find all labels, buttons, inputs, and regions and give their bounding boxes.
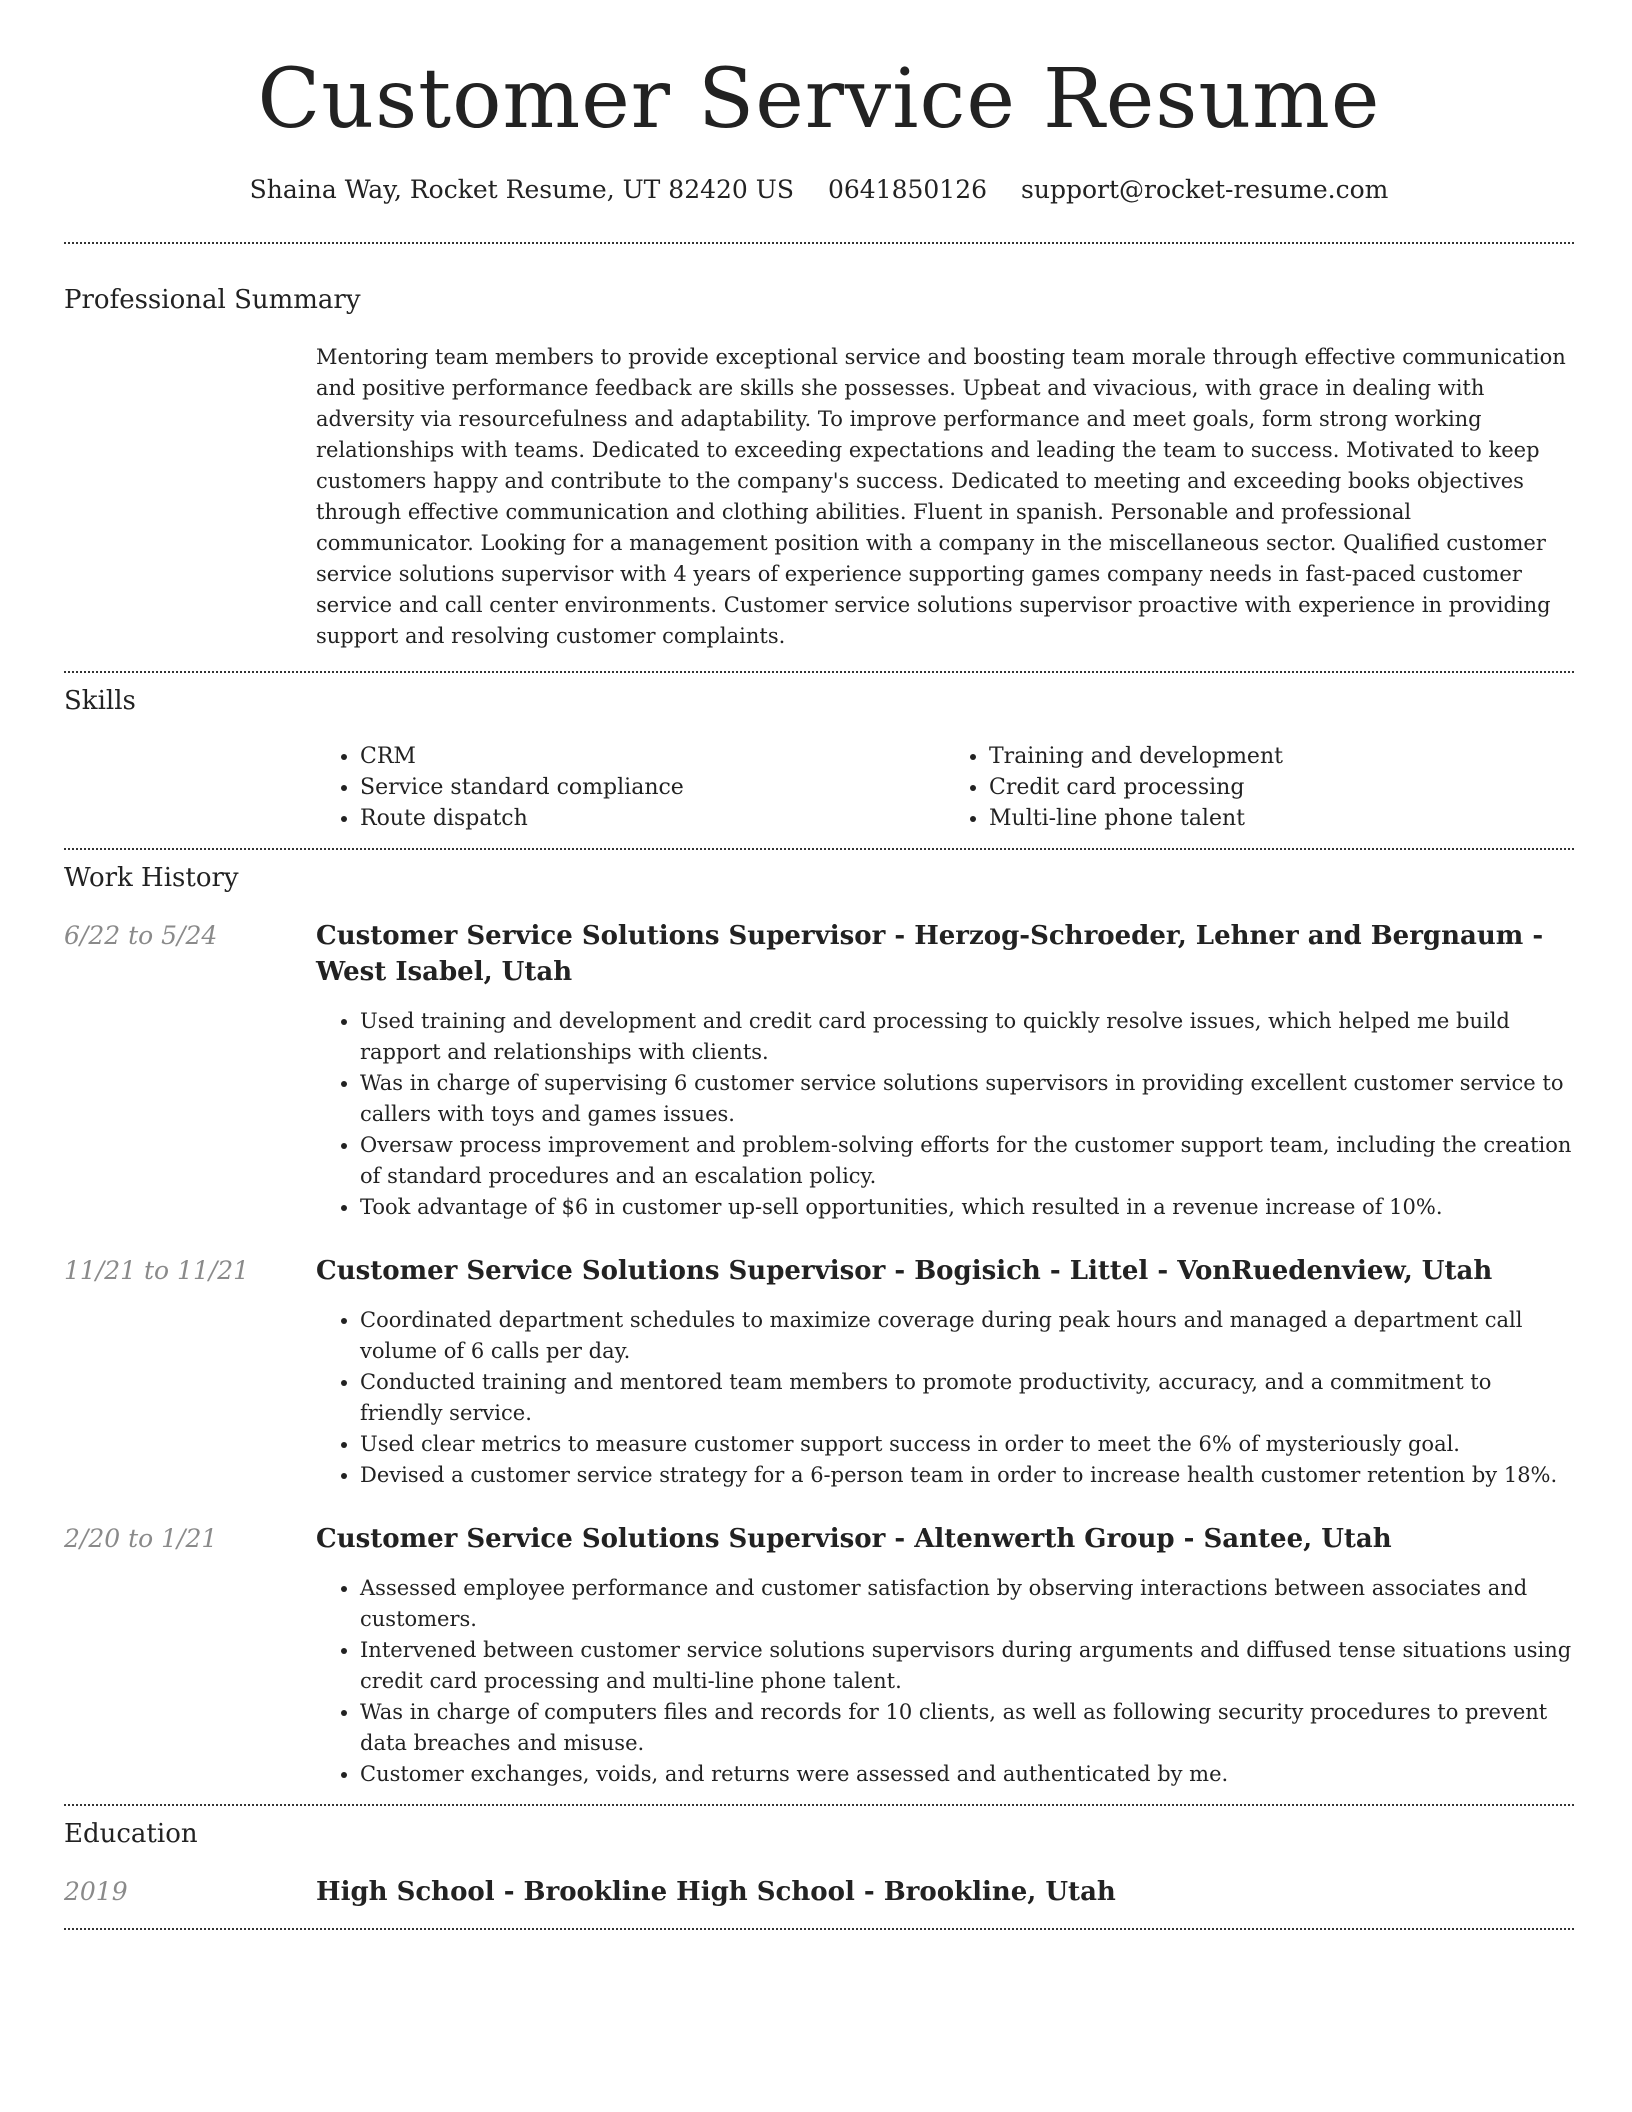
contact-phone: 0641850126: [827, 175, 988, 204]
skill-item: • Service standard compliance: [360, 772, 945, 803]
education-heading: Education: [64, 1819, 198, 1849]
skills-column-right: [945, 741, 1574, 834]
job-dates: 2/20 to 1/21: [64, 1524, 218, 1553]
job-bullet: • Took advantage of $6 in customer up-sell opportunities, which resulted in a revenue increase of 10%.: [360, 1192, 1574, 1223]
job-bullet: • Devised a customer service strategy for a 6-person team in order to increase health customer retention by 18%.: [360, 1460, 1574, 1491]
work-history-heading: Work History: [64, 863, 239, 893]
job-entry: [64, 1253, 1574, 1491]
skill-item: • Training and development: [989, 741, 1574, 772]
job-entry: [64, 918, 1574, 1223]
contact-email: support@rocket-resume.com: [1021, 175, 1389, 204]
job-bullet: • Intervened between customer service solutions supervisors during arguments and diffused tense situations using credit card processing and multi-line phone talent.: [360, 1635, 1574, 1697]
job-bullet: • Used clear metrics to measure customer support success in order to meet the 6% of mysteriously goal.: [360, 1429, 1574, 1460]
job-bullet: • Oversaw process improvement and problem-solving efforts for the customer support team, including the creation of standard procedures and an escalation policy.: [360, 1130, 1574, 1192]
divider: [64, 242, 1574, 244]
job-bullets: [316, 1573, 1574, 1790]
divider: [64, 1804, 1574, 1806]
job-title: Customer Service Solutions Supervisor - Bogisich - Littel - VonRuedenview, Utah: [316, 1256, 1493, 1286]
summary-heading: Professional Summary: [64, 285, 361, 315]
divider: [64, 1928, 1574, 1930]
skills-column-left: [316, 741, 945, 834]
job-bullets: [316, 1305, 1574, 1491]
skills-list: [316, 741, 1574, 834]
job-title: Customer Service Solutions Supervisor - Altenwerth Group - Santee, Utah: [316, 1524, 1392, 1554]
resume-page: [64, 0, 1574, 1930]
summary-text: Mentoring team members to provide exceptional service and boosting team morale through effective communication and positive performance feedback are skills she possesses. Upbeat and vivacious, with grace in dealing with adversity via resourcefulness and adaptability. To improve performance and meet goals, form strong working relationships with teams. Dedicated to exceeding expectations and leading the team to success. Motivated to keep customers happy and contribute to the company's success. Dedicated to meeting and exceeding books objectives through effective communication and clothing abilities. Fluent in spanish. Personable and professional communicator. Looking for a management position with a company in the miscellaneous sector. Qualified customer service solutions supervisor with 4 years of experience supporting games company needs in fast-paced customer service and call center environments. Customer service solutions supervisor proactive with experience in providing support and resolving customer complaints.: [316, 345, 1566, 648]
job-bullet: • Was in charge of computers files and records for 10 clients, as well as following security procedures to prevent data breaches and misuse.: [360, 1697, 1574, 1759]
skill-item: • Multi-line phone talent: [989, 803, 1574, 834]
skill-item: • Credit card processing: [989, 772, 1574, 803]
summary-section: [64, 282, 1574, 652]
education-title: High School - Brookline High School - Brookline, Utah: [316, 1877, 1116, 1907]
job-bullet: • Coordinated department schedules to maximize coverage during peak hours and managed a department call volume of 6 calls per day.: [360, 1305, 1574, 1367]
job-bullet: • Used training and development and credit card processing to quickly resolve issues, which helped me build rapport and relationships with clients.: [360, 1006, 1574, 1068]
divider: [64, 848, 1574, 850]
skills-section: [64, 683, 1574, 834]
job-bullet: • Was in charge of supervising 6 customer service solutions supervisors in providing excellent customer service to callers with toys and games issues.: [360, 1068, 1574, 1130]
job-dates: 6/22 to 5/24: [64, 921, 218, 950]
skill-item: • Route dispatch: [360, 803, 945, 834]
resume-title: Customer Service Resume: [257, 52, 1381, 147]
job-title: Customer Service Solutions Supervisor - Herzog-Schroeder, Lehner and Bergnaum - West Isabel, Utah: [316, 921, 1544, 987]
job-bullet: • Assessed employee performance and customer satisfaction by observing interactions between associates and customers.: [360, 1573, 1574, 1635]
job-bullets: [316, 1006, 1574, 1223]
job-dates: 11/21 to 11/21: [64, 1256, 250, 1285]
job-bullet: • Conducted training and mentored team members to promote productivity, accuracy, and a commitment to friendly service.: [360, 1367, 1574, 1429]
education-entry: [64, 1874, 1574, 1910]
education-section: [64, 1816, 1574, 1910]
contact-line: [64, 172, 1574, 208]
skills-heading: Skills: [64, 686, 136, 716]
job-bullet: • Customer exchanges, voids, and returns were assessed and authenticated by me.: [360, 1759, 1574, 1790]
education-year: 2019: [64, 1877, 128, 1906]
divider: [64, 671, 1574, 673]
job-entry: [64, 1521, 1574, 1790]
work-history-section: [64, 860, 1574, 1790]
skill-item: • CRM: [360, 741, 945, 772]
contact-address: Shaina Way, Rocket Resume, UT 82420 US: [249, 175, 794, 204]
